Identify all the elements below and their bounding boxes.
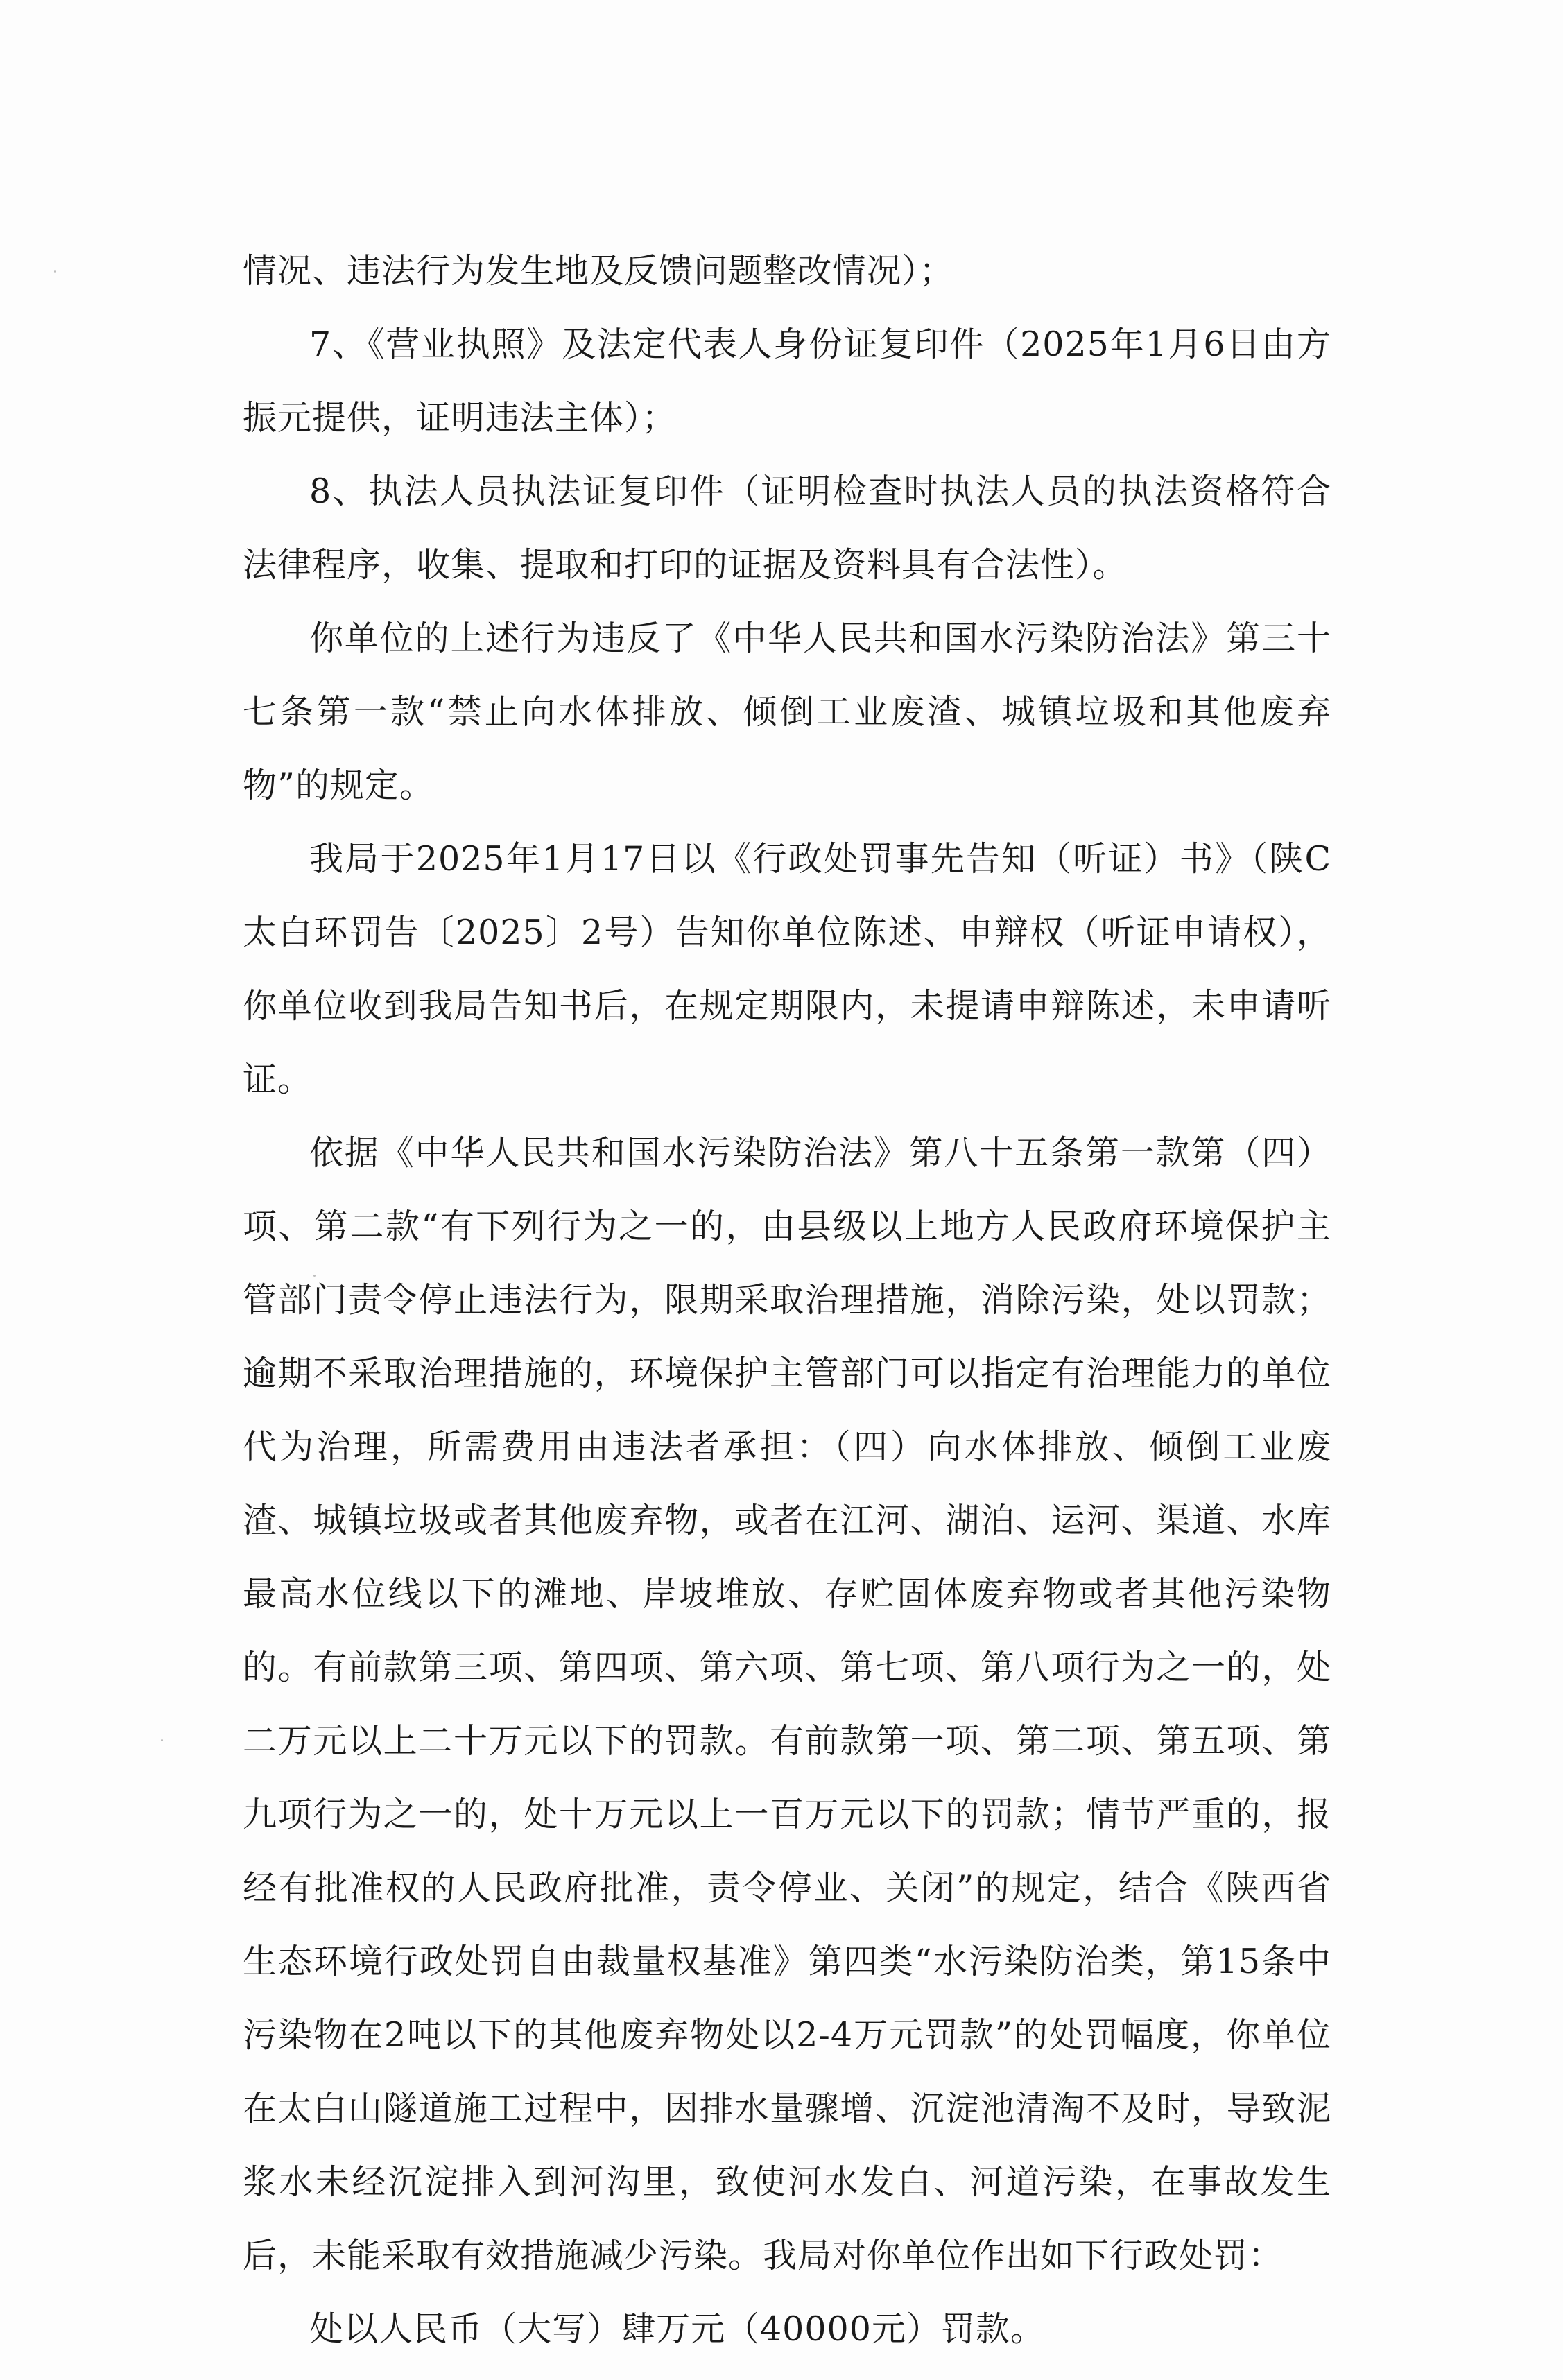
paragraph-penalty: 处以人民币（大写）肆万元（40000元）罚款。 bbox=[309, 2309, 1045, 2349]
document-body bbox=[243, 234, 1331, 2366]
scan-speck bbox=[161, 1739, 163, 1741]
paragraph-violation: 你单位的上述行为违反了《中华人民共和国水污染防治法》第三十七条第一款“禁止向水体排放、倾倒工业废渣、城镇垃圾和其他废弃物”的规定。 bbox=[243, 619, 1331, 805]
paragraph-evidence-7: 7、《营业执照》及法定代表人身份证复印件（2025年1月6日由方振元提供，证明违法主体）； bbox=[243, 325, 1331, 438]
paragraph-evidence-8: 8、执法人员执法证复印件（证明检查时执法人员的执法资格符合法律程序，收集、提取和打印的证据及资料具有合法性）。 bbox=[243, 472, 1331, 585]
paragraph-notice: 我局于2025年1月17日以《行政处罚事先告知（听证）书》（陕C太白环罚告〔2025〕2号）告知你单位陈述、申辩权（听证申请权），你单位收到我局告知书后，在规定期限内，未提请申辩陈述，未申请听证。 bbox=[243, 839, 1331, 1099]
paragraph-continuation: 情况、违法行为发生地及反馈问题整改情况）； bbox=[243, 251, 954, 291]
scan-speck bbox=[54, 270, 56, 273]
paragraph-legal-basis: 依据《中华人民共和国水污染防治法》第八十五条第一款第（四）项、第二款“有下列行为之一的，由县级以上地方人民政府环境保护主管部门责令停止违法行为，限期采取治理措施，消除污染，处以罚款；逾期不采取治理措施的，环境保护主管部门可以指定有治理能力的单位代为治理，所需费用由违法者承担：（四）向水体排放、倾倒工业废渣、城镇垃圾或者其他废弃物，或者在江河、湖泊、运河、渠道、水库最高水位线以下的滩地、岸坡堆放、存贮固体废弃物或者其他污染物的。有前款第三项、第四项、第六项、第七项、第八项行为之一的，处二万元以上二十万元以下的罚款。有前款第一项、第二项、第五项、第九项行为之一的，处十万元以上一百万元以下的罚款；情节严重的，报经有批准权的人民政府批准，责令停业、关闭”的规定，结合《陕西省生态环境行政处罚自由裁量权基准》第四类“水污染防治类，第15条中污染物在2吨以下的其他废弃物处以2-4万元罚款”的处罚幅度，你单位在太白山隧道施工过程中，因排水量骤增、沉淀池清淘不及时，导致泥浆水未经沉淀排入到河沟里，致使河水发白、河道污染，在事故发生后，未能采取有效措施减少污染。我局对你单位作出如下行政处罚： bbox=[243, 1133, 1331, 2275]
